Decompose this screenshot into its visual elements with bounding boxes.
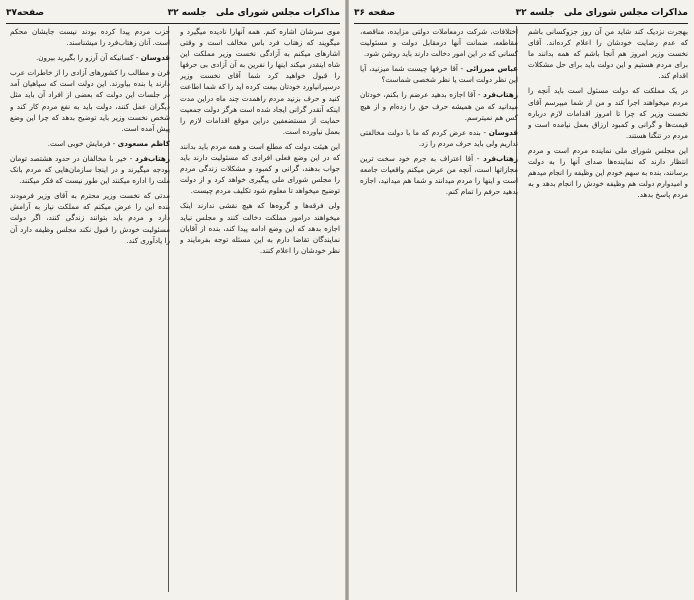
paragraph-text: - آقا اجازه بدهید عرضم را بکنم، خودتان میدانید که من همیشه حرف حق را زده‌ام و از هیچ کس هم نمیترسم. (360, 90, 518, 122)
paragraph-text: - خیر با مخالفان در حدود هشتصد تومان بودجه میگیرند و در اینجا سازمان‌هایی که مردم بانک ملت را اداره میکنند این طور نیست که فکر میکنند. (10, 153, 170, 186)
right-page (348, 0, 694, 600)
paragraph (528, 145, 688, 200)
running-title-text: مذاکرات مجلس شورای ملی (563, 8, 688, 18)
paragraph (360, 89, 518, 122)
session-label: جلسه ۳۲ (515, 8, 555, 18)
page-label: صفحه۳۷ (6, 8, 45, 18)
paragraph-text: - کسانیکه آن آرزو را بگیرید بیرون. (35, 53, 139, 63)
paragraph-text: - بنده عرض کردم که ما با دولت مخالفتی نداریم ولی باید حرف مردم را زد. (360, 127, 518, 148)
paragraph (10, 153, 170, 186)
speaker-name: زهتاب‌فرد (483, 90, 518, 100)
left-page (0, 0, 346, 600)
header-rule (354, 23, 688, 24)
paragraph (180, 26, 340, 137)
speaker-name: قدوسان (488, 127, 518, 137)
running-title-text: مذاکرات مجلس شورای ملی (215, 8, 340, 18)
paragraph (528, 26, 688, 81)
paragraph (360, 127, 518, 149)
paragraph (360, 26, 518, 59)
paragraph-text: این هیئت دولت که مطلع است و همه مردم باید بدانند که در این وضع فعلی افرادی که مسئولیت دارند باید جواب بدهند، گرانی و کمبود و مشکلات زندگی مردم را مجلس شورای ملی پیگیری خواهد کرد و از دولت توضیح میخواهد تا معلوم شود تکلیف مردم چیست. (180, 141, 340, 196)
left-page-header (6, 4, 340, 22)
text-column-right (528, 26, 688, 592)
paragraph-text: در یک مملکت که دولت مسئول است باید آنچه را مردم میخواهند اجرا کند و من از شما میپرسم آقای نخست وزیر که چرا تا امروز اقدامات لازم درباره قیمت‌ها و گرانی و کمبود ارزاق بعمل نیامده است و مردم در تنگنا هستند. (528, 86, 688, 140)
speaker-name: زهتاب‌فرد (483, 153, 518, 163)
text-column-left (10, 26, 170, 592)
speaker-name: کاظم مسعودی (117, 138, 170, 148)
paragraph (360, 63, 518, 85)
paragraph-text: - فرمایش خوبی است. (47, 138, 116, 148)
paragraph (10, 138, 170, 149)
text-column-left (360, 26, 518, 592)
paragraph (10, 67, 170, 134)
header-rule (6, 23, 340, 24)
paragraph-text: مدتی که نخست وزیر محترم به آقای وزیر فرمودند بنده این را عرض میکنم که مملکت نیاز به آرامش دارد و مردم باید بتوانند زندگی کنند، اگر دولت مسئولیت خودش را قبول نکند مجلس وظیفه دارد آن را یادآوری کند. (10, 191, 170, 245)
right-page-header (354, 4, 688, 22)
paragraph (180, 200, 340, 255)
speaker-name: عباس میرزائی (466, 64, 518, 74)
paragraph-text: قرن و مطالب را کشورهای آزادی را از خاطرات عرب دارند یا بنده بیاورند. این دولت است که سپاهیان آمد در جلسات این دولت که بعضی از افراد آن باید مثل دیگران عمل کنند، دولت باید به نفع مردم کار کند و شخص نخست وزیر باید توضیح بدهد که چرا این وضع پیش آمده است. (10, 68, 170, 133)
paragraph-text: ولی فرقه‌ها و گروه‌ها که هیچ نقشی ندارند اینک میخواهند درامور مملکت دخالت کنند و مجلس نباید اجازه بدهد که این وضع ادامه پیدا کند، بنده از آقایان نمایندگان تقاضا دارم به این مسئله توجه بفرمایند و نظر خودشان را اعلام کنند. (180, 201, 340, 255)
paragraph (180, 141, 340, 196)
paragraph (360, 153, 518, 197)
paragraph-text: بهجرت نزدیک کند شاید من آن روز جزوکسانی باشم که عدم رضایت خودشان را اعلام کرده‌اند. آقای نخست وزیر امروز هم آنجا باشم که همه بدانند ما برای مردم هستیم و این دولت باید برای حل مشکلات اقدام کند. (528, 27, 688, 81)
paragraph (10, 190, 170, 245)
speaker-name: زهتاب‌فرد (135, 153, 170, 163)
paragraph-text: موی سرشان اشاره کنم. همه آنهارا نادیده میگیرد و میگویند که زهتاب فرد باس مخالف است و وقتی اشارهای میکنم به آزادگی نخست وزیر مملکت این شاه اینقدر میکند اینها را نفرین به آن آزادی بی حرفها را قبول خواهید کرد شما آقای نخست وزیر درسپرانیاورد خودتان بیعت کرده اید را که شما اطاعت کنید و حرف بزنید مردم راهمدت چند ماه دراین مدت اینکه آنقدر گرانی ایجاد شده است هرگز دولت جمعیت حمایت از مستضعفین دراین موقع اقدامات لازم را بعمل نیاورده است. (180, 27, 340, 136)
paragraph (528, 85, 688, 140)
running-title (516, 8, 688, 18)
paragraph-text: حزب مردم پیدا کرده بودند نیست جایشان محکم است. آنان زهتاب‌فرد را میشناسند. (10, 27, 170, 48)
paragraph (10, 52, 170, 63)
page-label: صفحه ۳۶ (354, 8, 396, 18)
paragraph-text: - آقا حرفها چیست شما میزنید، آیا این نظر دولت است یا نظر شخصی شماست؟ (360, 64, 518, 85)
speaker-name: قدوسان (140, 53, 170, 63)
text-column-right (180, 26, 340, 592)
session-label: جلسه ۳۲ (167, 8, 207, 18)
paragraph-text: این مجلس شورای ملی نماینده مردم است و مردم انتظار دارند که نماینده‌ها صدای آنها را به دولت برسانند، بنده به سهم خودم این وظیفه را انجام میدهم و امیدوارم دولت هم وظیفه خودش را انجام بدهد و به مردم پاسخ بدهد. (528, 145, 688, 200)
running-title (168, 8, 340, 18)
paragraph-text: اختلافات، شرکت درمعاملات دولتی مزایده، مناقصه، مقاطعه، ضمانت آنها درمقابل دولت و مسئولیت کسانی که در این امور دخالت دارند باید روشن شود. (360, 27, 518, 59)
paragraph (10, 26, 170, 48)
paragraph-text: - آقا اعتراف به جرم خود سخت ترین مجازاتها است، آنچه من عرض میکنم واقعیات جامعه است و اینها را مردم میدانند و شما هم میدانید، اجازه بدهید حرفم را تمام کنم. (360, 153, 518, 197)
